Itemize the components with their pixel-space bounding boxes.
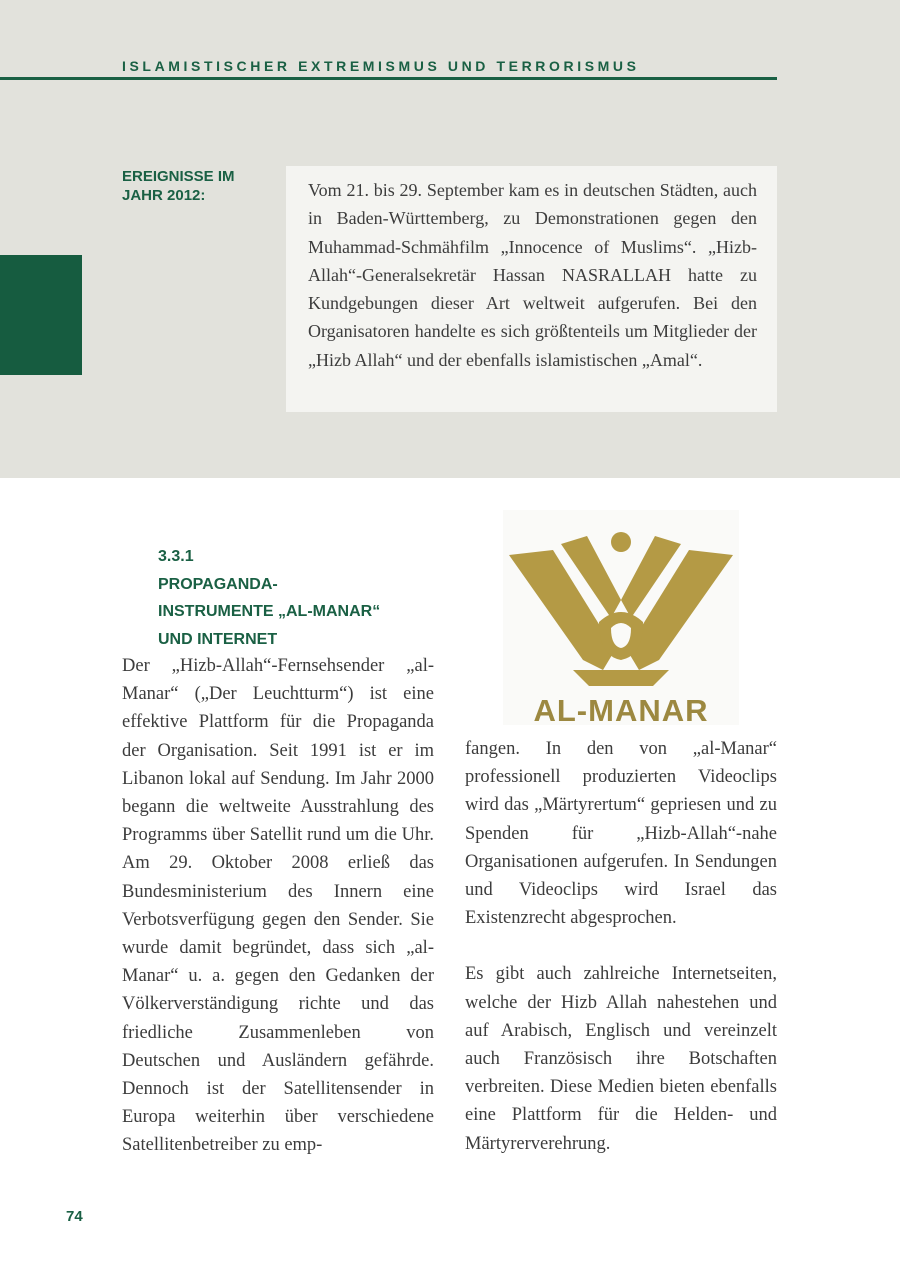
page-number: 74 (66, 1208, 83, 1225)
events-label-line-1: EREIGNISSE IM (122, 168, 235, 185)
al-manar-logo (503, 510, 739, 728)
body-column-right (465, 735, 777, 1158)
section-heading (158, 543, 438, 653)
header-rule (0, 77, 777, 80)
body-paragraph-right-1: fangen. In den von „al-Manar“ professionell produzierten Videoclips wird das „Märtyrertum“ gepriesen und zu Spenden für „Hizb-Allah“-nahe Organisationen aufgerufen. In Sendungen und Videoclips wird Israel das Existenzrecht abgesprochen. (465, 739, 777, 929)
section-title-line-2: INSTRUMENTE „AL-MANAR“ (158, 603, 381, 620)
logo-text: AL-MANAR (533, 693, 709, 728)
running-header-title: ISLAMISTISCHER EXTREMISMUS UND TERRORISMUS (122, 58, 640, 74)
events-box (286, 166, 777, 412)
section-title-line-1: PROPAGANDA- (158, 575, 278, 593)
side-thumb-tab (0, 255, 82, 375)
events-label-line-2: JAHR 2012: (122, 187, 206, 204)
body-column-left (122, 652, 434, 1160)
events-label (122, 167, 272, 205)
section-title-line-3: UND INTERNET (158, 630, 278, 648)
body-paragraph-left: Der „Hizb-Allah“-Fernsehsender „al-Manar“ („Der Leuchtturm“) ist eine effektive Plattform für die Propaganda der Organisation. Seit 1991 ist er im Libanon lokal auf Sendung. Im Jahr 2000 begann die weltweite Ausstrahlung des Programms über Satellit rund um die Uhr. Am 29. Oktober 2008 erließ das Bundesministerium des Innern eine Verbotsverfügung gegen den Sender. Sie wurde damit begründet, dass sich „al-Manar“ u. a. gegen den Gedanken der Völkerverständigung richte und das friedliche Zusammenleben von Deutschen und Ausländern gefährde. Dennoch ist der Satellitensender in Europa weiterhin über verschiedene Satellitenbetreiber zu emp- (122, 656, 434, 1156)
al-manar-emblem-icon (503, 510, 739, 695)
section-number: 3.3.1 (158, 548, 194, 565)
events-text: Vom 21. bis 29. September kam es in deutschen Städten, auch in Baden-Württemberg, zu Demonstrationen gegen den Muhammad-Schmähfilm „Innocence of Muslims“. „Hizb-Allah“-Generalsekretär Hassan NASRALLAH hatte zu Kundgebungen dieser Art weltweit aufgerufen. Bei den Organisatoren handelte es sich größtenteils um Mitglieder der „Hizb Allah“ und der ebenfalls islamistischen „Amal“. (308, 180, 757, 370)
body-paragraph-right-2: Es gibt auch zahlreiche Internetseiten, welche der Hizb Allah nahestehen und auf Arabisch, Englisch und vereinzelt auch Französisch ihre Botschaften verbreiten. Diese Medien bieten ebenfalls eine Plattform für die Helden- und Märtyrerverehrung. (465, 964, 777, 1154)
